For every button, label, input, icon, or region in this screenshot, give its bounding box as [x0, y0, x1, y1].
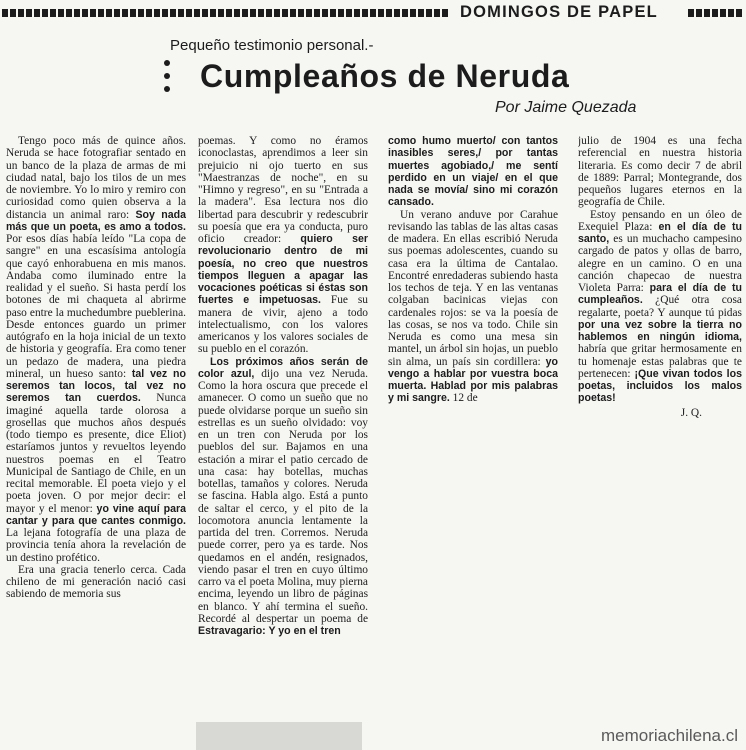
byline: Por Jaime Quezada — [495, 99, 637, 116]
bold-quote: yo vengo a hablar por vuestra boca muerta. Hablad por mis palabras y mi sangre. — [388, 355, 558, 405]
signature: J. Q. — [680, 406, 702, 419]
article-column-2 — [198, 135, 368, 750]
section-title: DOMINGOS DE PAPEL — [460, 3, 658, 21]
text-run: Un verano anduve por Carahue revisando las tablas de las altas casas de madera. En ellas escribió Neruda sus poemas adolescentes, cuando su casa era la última de Cantalao. Encontré enredaderas subiendo hasta los techos de teja. Y en las ventanas colgaban bacinicas viejas con cardenales rojos: se va la poesía de las cosas, se nos va todo. Chile sin Neruda es como una mesa sin mantel, un árbol sin hojas, un pueblo sin alma, un país sin cordillera: — [388, 208, 558, 368]
text-run: 12 de — [449, 392, 478, 405]
paragraph — [388, 135, 558, 209]
bold-quote: Estravagario: Y yo en el tren — [198, 625, 341, 637]
bold-quote: Soy nada más que un poeta, es amo a todos. — [6, 208, 186, 233]
text-run: Tengo poco más de quince años. Neruda se hace fotografiar sentado en un banco de la plaza de armas de mi ciudad natal, bajo los tilos de un mes de noviembre. Yo lo miro y remiro con curiosidad como quien observa a la distancia un animal raro: — [6, 135, 186, 221]
paragraph — [578, 209, 742, 405]
bold-quote: para el día de tu cumpleaños. — [578, 282, 742, 307]
bold-quote: ¡Que vivan todos los poetas, incluidos los malos poetas! — [578, 367, 742, 405]
text-run: ¿Qué otra cosa regalarte, poeta? Y aunque tú pidas — [578, 294, 742, 319]
bold-quote: como humo muerto/ con tantos inasibles seres,/ por tantas muertes agobiado,/ me sentí perdido en un viaje/ en el que nada se movía/ sino mi corazón cansado. — [388, 135, 558, 209]
text-run: Estoy pensando en un óleo de Exequiel Plaza: — [578, 208, 742, 233]
text-run: Fue su manera de vivir, ajeno a todo intelectualismo, con los valores americanos y los valores sociales de su pueblo en el corazón. — [198, 294, 368, 356]
kicker: Pequeño testimonio personal.- — [170, 37, 374, 54]
text-run: poemas. Y como no éramos iconoclastas, aprendimos a leer sin prejuicio ni ojo tuerto en sus "Maestranzas de noche", en su "Himno y regreso", en su "Entrada a la madera". Esa lectura nos dio libertad para descubrir y redescubrir su poesía que era ya conducta, puro oficio creador: — [198, 135, 368, 245]
bold-quote: quiero ser revolucionario dentro de mi poesía, no creo que nuestros tiempos lleguen a apagar las vocaciones poéticas si éstas son fuertes e impetuosas. — [198, 233, 368, 307]
bold-quote: Los próximos años serán de color azul, — [198, 355, 368, 380]
bold-quote: tal vez no seremos tan locos, tal vez no seremos tan cuerdos. — [6, 367, 186, 405]
header-rule-left — [2, 9, 450, 17]
paragraph — [198, 356, 368, 638]
text-run: habría que gritar hermosamente en tu homenaje estas palabras que te pertenecen: — [578, 343, 742, 380]
paragraph: Era una gracia tenerlo cerca. Cada chileno de mi generación nació casi sabiendo de memoria sus — [6, 563, 186, 601]
paragraph: julio de 1904 es una fecha referencial en nuestra historia literaria. Es como decir 7 de abril de 1889: Parral; Montegrande, dos pequeños lugares eternos en la geografía de Chile. — [578, 135, 742, 209]
bold-quote: en el día de tu santo, — [578, 220, 742, 245]
text-run: Nunca imaginé aquella tarde olorosa a grosellas que muchos años después (todo tiempo es presente, dice Eliot) estaríamos juntos y revueltos leyendo nuestros poemas en el Teatro Municipal de Santiago de Chile, en un recital memorable. El poeta viejo y el poeta joven. O por mejor decir: el mayor y el menor: — [6, 392, 186, 515]
text-run: dijo una vez Neruda. Como la hora oscura que precede el amanecer. O como un sueño que no puede olvidarse porque un sueño sin estrellas es un sueño olvidado: voy en un tren con Neruda por los pueblos del sur. Bajamos en una estación a mirar el patio cercado de una casa: hay botellas, muchas botellas, tamaños y colores. Neruda se fascina. Habla algo. Está a punto de saltar el cerco, y el pito de la locomotora anuncia lentamente la partida del tren. Corremos. Neruda puede correr, pero ya es tarde. Nos quedamos en el andén, resignados, viendo pasar el tren en cuyo último carro va el poeta Molina, muy pierna encima, leyendo un libro de páginas en blanco. Y ahí termina el sueño. Recordé al despertar un poema de — [198, 367, 368, 625]
section-header-band — [0, 0, 746, 24]
paragraph — [198, 135, 368, 356]
bold-quote: yo vine aquí para cantar y para que cantes conmigo. — [6, 502, 186, 527]
article-title: Cumpleaños de Neruda — [200, 58, 570, 94]
article-column-3 — [388, 135, 558, 750]
header-rule-right — [688, 9, 744, 17]
paragraph — [388, 209, 558, 405]
bold-quote: por una vez sobre la tierra no hablemos en ningún idioma, — [578, 318, 742, 343]
ornament-dots-icon — [164, 60, 174, 99]
watermark: memoriachilena.cl — [601, 726, 738, 745]
scan-shadow — [196, 722, 362, 750]
text-run: es un muchacho campesino cargado de patos y ollas de barro, alegre en un camino. O en una canción chapecao de nuestra Violeta Parra: — [578, 233, 742, 294]
article-column-4 — [578, 135, 742, 750]
text-run: La lejana fotografía de una plaza de provincia tenía ahora la revelación de un destino profético. — [6, 527, 186, 564]
paragraph — [6, 135, 186, 564]
article-column-1 — [6, 135, 186, 750]
text-run: Por esos días había leído "La copa de sangre" en una escasísima antología que cayó enhorabuena en mis manos. Andaba como iluminado entre la realidad y el sueño. Si hasta perdí los botones de mi chaqueta al abrirme paso entre la muchedumbre pueblerina. Desde entonces guardo un primer autógrafo en la hoja inicial de un texto de historia y geografía. Era como tener un pedazo de madera, una piedra mineral, un hueso santo: — [6, 233, 186, 380]
